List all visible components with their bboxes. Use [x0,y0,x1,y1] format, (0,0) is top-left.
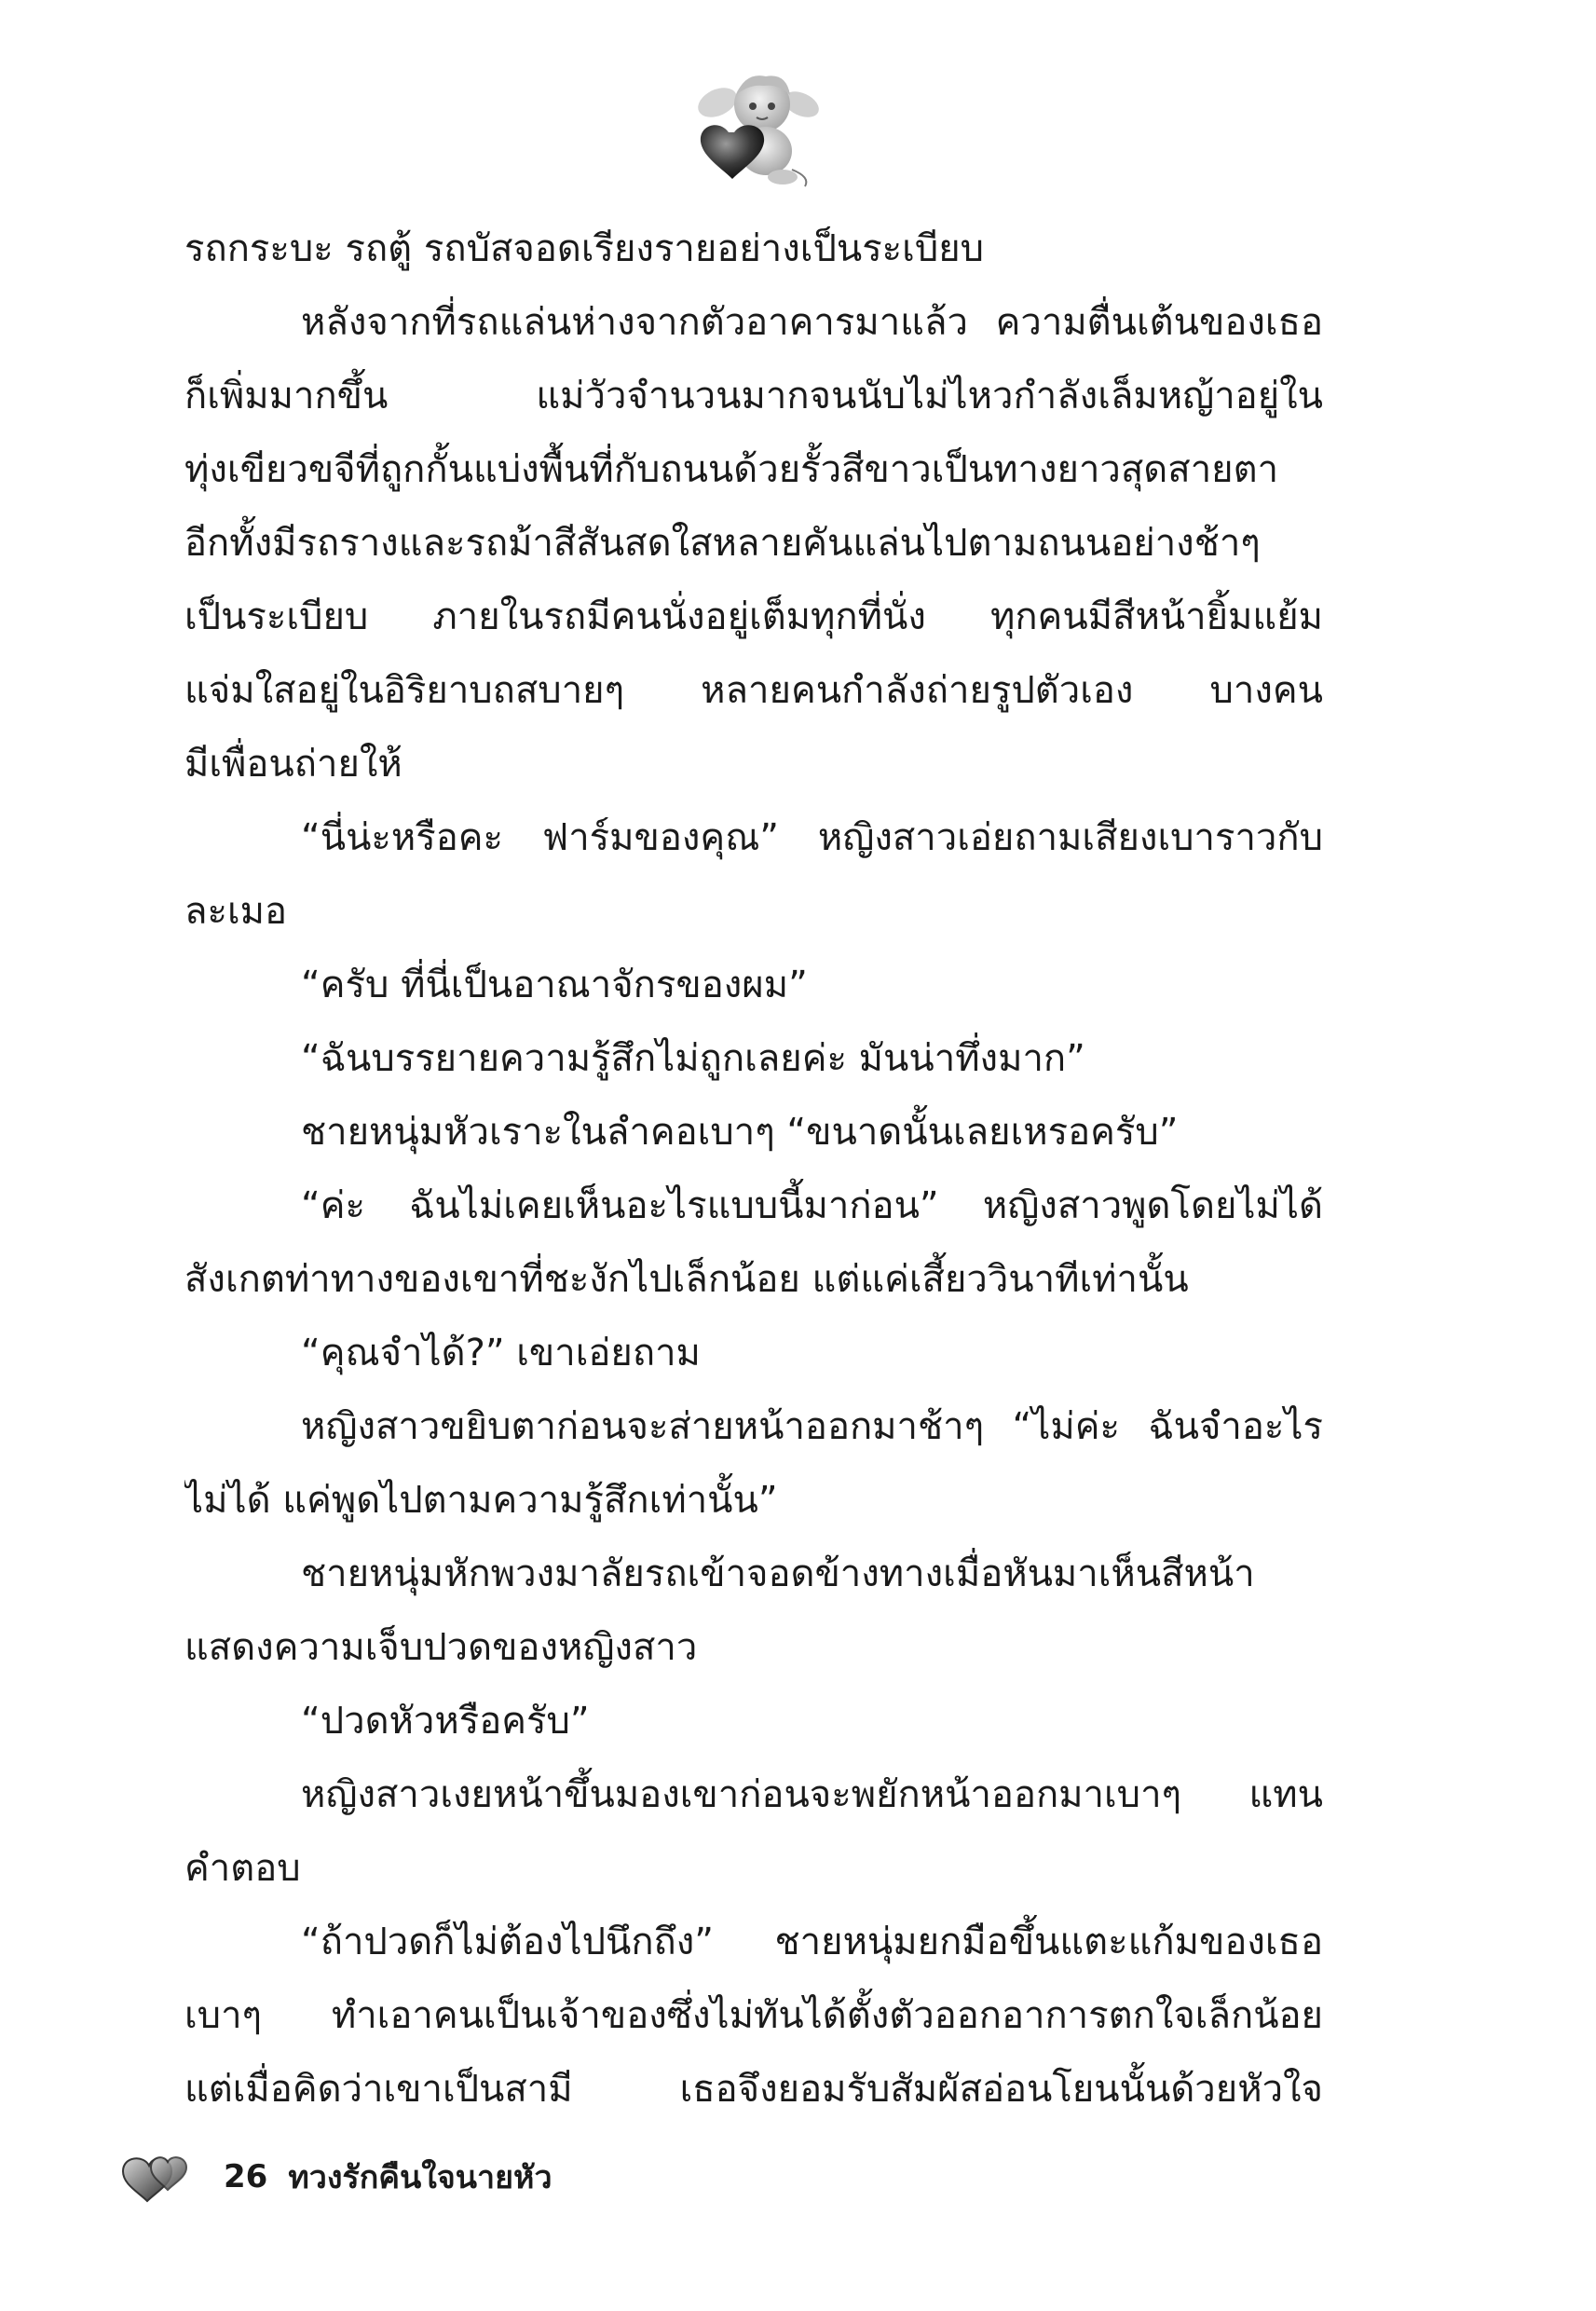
text-line: แจ่มใสอยู่ในอิริยาบถสบายๆ หลายคนกำลังถ่ายรูปตัวเอง บางคน [184,669,1323,712]
text-line: แสดงความเจ็บปวดของหญิงสาว [184,1626,698,1669]
text-line: หลังจากที่รถแล่นห่างจากตัวอาคารมาแล้ว ความตื่นเต้นของเธอ [301,301,1323,344]
text-line: “ถ้าปวดก็ไม่ต้องไปนึกถึง” ชายหนุ่มยกมือขึ้นแตะแก้มของเธอ [301,1921,1323,1963]
text-line: คำตอบ [184,1847,301,1890]
body-text [184,212,1323,2126]
text-line: หญิงสาวขยิบตาก่อนจะส่ายหน้าออกมาช้าๆ “ไม่ค่ะ ฉันจำอะไร [301,1405,1323,1448]
text-line: “ปวดหัวหรือครับ” [301,1700,590,1743]
text-line: ชายหนุ่มหัวเราะในลำคอเบาๆ “ขนาดนั้นเลยเหรอครับ” [301,1111,1179,1154]
double-heart-icon [114,2149,192,2205]
text-line: ละเมอ [184,890,288,933]
book-title: ทวงรักคืนใจนายหัว [288,2159,552,2196]
text-line: เบาๆ ทำเอาคนเป็นเจ้าของซึ่งไม่ทันได้ตั้งตัวออกอาการตกใจเล็กน้อย [184,1994,1323,2037]
text-line: ชายหนุ่มหักพวงมาลัยรถเข้าจอดข้างทางเมื่อหันมาเห็นสีหน้า [301,1552,1255,1595]
page-number: 26 [224,2158,268,2195]
text-line: หญิงสาวเงยหน้าขึ้นมองเขาก่อนจะพยักหน้าออกมาเบาๆ แทน [301,1773,1323,1816]
text-line: “ฉันบรรยายความรู้สึกไม่ถูกเลยค่ะ มันน่าทึ่งมาก” [301,1037,1085,1080]
page-footer [114,2149,552,2205]
text-line: ก็เพิ่มมากขึ้น แม่วัวจำนวนมากจนนับไม่ไหวกำลังเล็มหญ้าอยู่ใน [184,375,1323,417]
text-line: ไม่ได้ แค่พูดไปตามความรู้สึกเท่านั้น” [184,1479,778,1522]
text-line: “ครับ ที่นี่เป็นอาณาจักรของผม” [301,964,808,1006]
text-line: เป็นระเบียบ ภายในรถมีคนนั่งอยู่เต็มทุกที่นั่ง ทุกคนมีสีหน้ายิ้มแย้ม [184,595,1323,638]
text-line: รถกระบะ รถตู้ รถบัสจอดเรียงรายอย่างเป็นระเบียบ [184,227,985,270]
text-line: มีเพื่อนถ่ายให้ [184,743,402,786]
text-line: ทุ่งเขียวขจีที่ถูกกั้นแบ่งพื้นที่กับถนนด้วยรั้วสีขาวเป็นทางยาวสุดสายตา [184,448,1279,491]
cupid-heart-icon [689,67,829,193]
text-line: “คุณจำได้?” เขาเอ่ยถาม [301,1332,701,1374]
text-line: “นี่น่ะหรือคะ ฟาร์มของคุณ” หญิงสาวเอ่ยถามเสียงเบาราวกับ [301,816,1323,859]
text-line: แต่เมื่อคิดว่าเขาเป็นสามี เธอจึงยอมรับสัมผัสอ่อนโยนนั้นด้วยหัวใจ [184,2068,1323,2111]
text-line: “ค่ะ ฉันไม่เคยเห็นอะไรแบบนี้มาก่อน” หญิงสาวพูดโดยไม่ได้ [301,1184,1323,1227]
text-line: อีกทั้งมีรถรางและรถม้าสีสันสดใสหลายคันแล่นไปตามถนนอย่างช้าๆ [184,522,1261,565]
text-line: สังเกตท่าทางของเขาที่ชะงักไปเล็กน้อย แต่แค่เสี้ยววินาทีเท่านั้น [184,1258,1189,1301]
